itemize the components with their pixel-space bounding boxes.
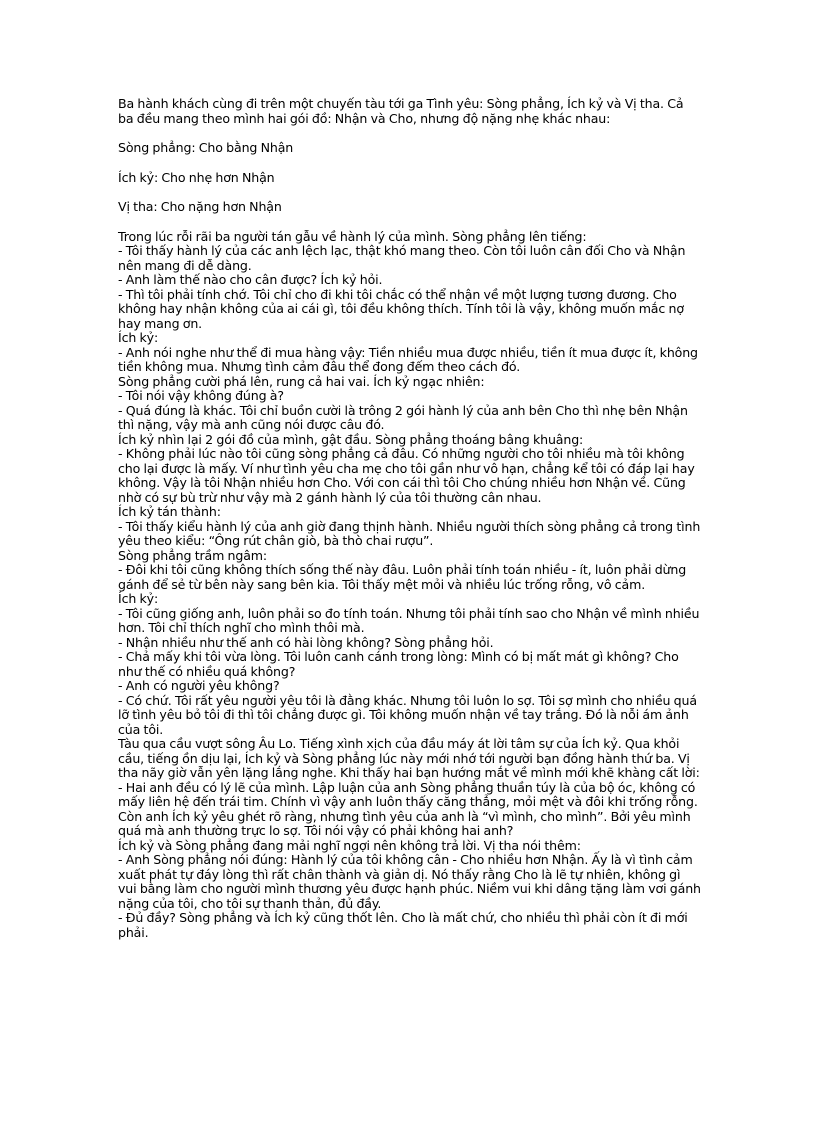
body-paragraph: - Tôi thấy kiểu hành lý của anh giờ đang thịnh hành. Nhiều người thích sòng phẳng cả trong tình yêu theo kiểu: “Ông rút chân giò, bà thò chai rượu”. xyxy=(118,518,701,548)
body-paragraph: Trong lúc rỗi rãi ba người tán gẫu về hành lý của mình. Sòng phẳng lên tiếng: xyxy=(118,228,587,244)
selfish-line: Ích kỷ: Cho nhẹ hơn Nhận xyxy=(118,169,275,185)
intro-paragraph: Ba hành khách cùng đi trên một chuyến tàu tới ga Tình yêu: Sòng phẳng, Ích kỷ và Vị tha. Cả ba đều mang theo mình hai gói đồ: Nhận và Cho, nhưng độ nặng nhẹ khác nhau: xyxy=(118,96,684,126)
body-paragraph: - Chả mấy khi tôi vừa lòng. Tôi luôn canh cánh trong lòng: Mình có bị mất mát gì không? Cho như thế có nhiều quá không? xyxy=(118,649,679,679)
body-paragraph: - Anh làm thế nào cho cân được? Ích kỷ hỏi. xyxy=(118,272,383,287)
altruist-line: Vị tha: Cho nặng hơn Nhận xyxy=(118,199,282,214)
story-body xyxy=(118,230,702,941)
body-paragraph: Ích kỷ: xyxy=(118,591,159,606)
body-paragraph: - Thì tôi phải tính chớ. Tôi chỉ cho đi khi tôi chắc có thể nhận về một lượng tương đương. Cho không hay nhận không của ai cái gì, tôi đều không thích. Tính tôi là vậy, không muốn mắc nợ hay mang ơn. xyxy=(118,286,684,331)
body-paragraph: - Anh Sòng phẳng nói đúng: Hành lý của tôi không cân - Cho nhiều hơn Nhận. Ấy là vì tình cảm xuất phát tự đáy lòng thì rất chân thành và giản dị. Nó thấy rằng Cho là lẽ tự nhiên, không gì vui bằng làm cho người mình thương yêu được hạnh phúc. Niềm vui khi dâng tặng làm vơi gánh nặng của tôi, cho tôi sự thanh thản, đủ đầy. xyxy=(118,852,701,911)
fair-line: Sòng phẳng: Cho bằng Nhận xyxy=(118,140,294,155)
body-paragraph: Sòng phẳng trầm ngâm: xyxy=(118,547,268,563)
body-paragraph: Ích kỷ tán thành: xyxy=(118,504,221,519)
body-paragraph: - Đôi khi tôi cũng không thích sống thế này đâu. Luôn phải tính toán nhiều - ít, luôn phải dừng gánh để sẻ từ bên này sang bên kia. Tôi thấy mệt mỏi và nhiều lúc trống rỗng, vô cảm. xyxy=(118,562,687,592)
body-paragraph: - Tôi nói vậy không đúng à? xyxy=(118,388,284,403)
body-paragraph: - Tôi thấy hành lý của các anh lệch lạc, thật khó mang theo. Còn tôi luôn cân đối Cho và Nhận nên mang đi dễ dàng. xyxy=(118,243,686,273)
document-page xyxy=(118,97,702,940)
body-paragraph: - Nhận nhiều như thế anh có hài lòng không? Sòng phẳng hỏi. xyxy=(118,634,494,650)
body-paragraph: - Anh nói nghe như thể đi mua hàng vậy: Tiền nhiều mua được nhiều, tiền ít mua được ít, không tiền không mua. Nhưng tình cảm đâu thể đong đếm theo cách đó. xyxy=(118,344,698,374)
body-paragraph: Ích kỷ: xyxy=(118,330,159,345)
body-paragraph: Tàu qua cầu vượt sông Âu Lo. Tiếng xình xịch của đầu máy át lời tâm sự của Ích kỷ. Qua khỏi cầu, tiếng ồn dịu lại, Ích kỷ và Sòng phẳng lúc này mới nhớ tới người bạn đồng hành thứ ba. Vị tha nãy giờ vẫn yên lặng lắng nghe. Khi thấy hai bạn hướng mắt về mình mới khẽ khàng cất lời: xyxy=(118,736,700,780)
body-paragraph: - Không phải lúc nào tôi cũng sòng phẳng cả đâu. Có những người cho tôi nhiều mà tôi không cho lại được là mấy. Ví như tình yêu cha mẹ cho tôi gần như vô hạn, chẳng kể tôi có đáp lại hay không. Vậy là tôi Nhận nhiều hơn Cho. Với con cái thì tôi Cho chúng nhiều hơn Nhận về. Cũng nhờ có sự bù trừ như vậy mà 2 gánh hành lý của tôi thường cân nhau. xyxy=(118,446,695,505)
body-paragraph: - Quá đúng là khác. Tôi chỉ buồn cười là trông 2 gói hành lý của anh bên Cho thì nhẹ bên Nhận thì nặng, vậy mà anh cũng nói được câu đó. xyxy=(118,402,688,432)
body-paragraph: - Có chứ. Tôi rất yêu người yêu tôi là đằng khác. Nhưng tôi luôn lo sợ. Tôi sợ mình cho nhiều quá lỡ tình yêu bỏ tôi đi thì tôi chẳng được gì. Tôi không muốn nhận về tay trắng. Đó là nỗi ám ảnh của tôi. xyxy=(118,692,697,737)
body-paragraph: Ích kỷ và Sòng phẳng đang mải nghĩ ngợi nên không trả lời. Vị tha nói thêm: xyxy=(118,837,581,853)
body-paragraph: Sòng phẳng cười phá lên, rung cả hai vai. Ích kỷ ngạc nhiên: xyxy=(118,373,485,389)
body-paragraph: - Anh có người yêu không? xyxy=(118,678,280,693)
body-paragraph: - Đủ đầy? Sòng phẳng và Ích kỷ cũng thốt lên. Cho là mất chứ, cho nhiều thì phải còn ít đi mới phải. xyxy=(118,910,688,940)
body-paragraph: - Tôi cũng giống anh, luôn phải so đo tính toán. Nhưng tôi phải tính sao cho Nhận về mình nhiều hơn. Tôi chỉ thích nghĩ cho mình thôi mà. xyxy=(118,605,700,635)
body-paragraph: - Hai anh đều có lý lẽ của mình. Lập luận của anh Sòng phẳng thuần túy là của bộ óc, không có mấy liên hệ đến trái tim. Chính vì vậy anh luôn thấy căng thẳng, mỏi mệt và đôi khi trống rỗng. Còn anh Ích kỷ yêu ghét rõ ràng, nhưng tình yêu của anh là “vì mình, cho mình”. Bởi yêu mình quá mà anh thường trực lo sợ. Tôi nói vậy có phải không hai anh? xyxy=(118,779,698,838)
body-paragraph: Ích kỷ nhìn lại 2 gói đồ của mình, gật đầu. Sòng phẳng thoáng bâng khuâng: xyxy=(118,431,584,447)
